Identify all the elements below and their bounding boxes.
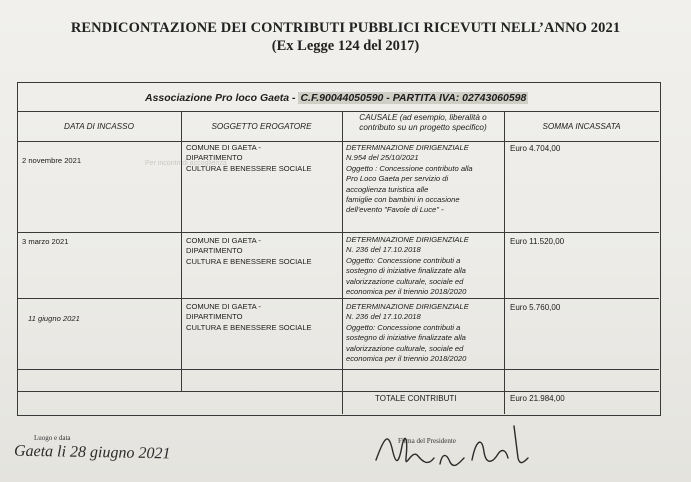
subject-line: COMUNE DI GAETA - <box>186 143 261 152</box>
cause-line: N. 236 del 17.10.2018 <box>346 312 421 322</box>
cause-line: accoglienza turistica alle <box>346 184 429 194</box>
row-rule-5 <box>17 391 342 392</box>
row-3-subject <box>186 302 312 333</box>
cause-line: DETERMINAZIONE DIRIGENZIALE <box>346 143 469 152</box>
place-date-label: Luogo e data <box>34 434 71 442</box>
document-subtitle: (Ex Legge 124 del 2017) <box>271 38 420 54</box>
cause-line: Pro Loco Gaeta per servizio di <box>346 174 449 184</box>
row-rule-1 <box>17 141 659 142</box>
cause-line: DETERMINAZIONE DIRIGENZIALE <box>346 302 469 311</box>
row-1-cause <box>346 143 473 216</box>
col-rule-1 <box>181 111 182 391</box>
cause-line: DETERMINAZIONE DIRIGENZIALE <box>346 235 469 244</box>
subject-line: COMUNE DI GAETA - <box>186 302 261 311</box>
association-line <box>145 92 528 104</box>
header-cause-line: CAUSALE (ad esempio, liberalità o <box>359 113 487 122</box>
cause-line: dell'evento "Favole di Luce" - <box>346 205 444 215</box>
row-2-amount: Euro 11.520,00 <box>510 237 565 246</box>
header-subject: SOGGETTO EROGATORE <box>211 122 312 131</box>
total-rule <box>342 391 659 392</box>
row-2-date: 3 marzo 2021 <box>22 237 69 246</box>
subject-line: DIPARTIMENTO <box>186 153 243 163</box>
row-2-subject <box>186 236 312 267</box>
col-rule-2 <box>342 111 343 414</box>
header-amount: SOMMA INCASSATA <box>542 122 621 131</box>
header-rule <box>17 111 659 112</box>
table-frame <box>17 82 661 416</box>
row-1-subject <box>186 143 312 174</box>
president-signature <box>368 418 538 480</box>
show-through-text: Per incontri di accoglienza <box>145 160 227 167</box>
subject-line: DIPARTIMENTO <box>186 312 243 322</box>
subject-line: CULTURA E BENESSERE SOCIALE <box>186 322 312 332</box>
header-cause <box>342 113 504 133</box>
cause-line: valorizzazione culturale, sociale ed <box>346 343 464 353</box>
header-cause-line: contributo su un progetto specifico) <box>359 123 487 132</box>
cause-line: N.954 del 25/10/2021 <box>346 153 419 163</box>
row-3-date: 11 giugno 2021 <box>28 314 80 323</box>
association-ids: C.F.90044050590 - PARTITA IVA: 02743060598 <box>300 92 527 104</box>
row-2-cause <box>346 235 469 297</box>
row-rule-4 <box>17 369 659 370</box>
cause-line: Oggetto: Concessione contributi a <box>346 255 461 265</box>
header-date: DATA DI INCASSO <box>64 122 134 131</box>
cause-line: famiglie con bambini in occasione <box>346 195 460 205</box>
cause-line: N. 236 del 17.10.2018 <box>346 245 421 255</box>
cause-line: sostegno di iniziative finalizzate alla <box>346 333 466 343</box>
row-1-amount: Euro 4.704,00 <box>510 144 561 153</box>
subject-line: CULTURA E BENESSERE SOCIALE <box>186 163 312 173</box>
row-rule-3 <box>17 298 659 299</box>
row-3-cause <box>346 302 469 364</box>
total-amount: Euro 21.984,00 <box>510 394 565 403</box>
place-date-handwritten: Gaeta li 28 giugno 2021 <box>13 442 171 463</box>
col-rule-3 <box>504 111 505 414</box>
cause-line: valorizzazione culturale, sociale ed <box>346 276 464 286</box>
row-rule-2 <box>17 232 659 233</box>
row-3-amount: Euro 5.760,00 <box>510 303 561 312</box>
cause-line: economica per il triennio 2018/2020 <box>346 354 467 364</box>
cause-line: economica per il triennio 2018/2020 <box>346 287 467 297</box>
signature-label: Firma del Presidente <box>398 437 456 445</box>
cause-line: Oggetto: Concessione contributi a <box>346 322 461 332</box>
subject-line: CULTURA E BENESSERE SOCIALE <box>186 256 312 266</box>
cause-line: sostegno di iniziative finalizzate alla <box>346 266 466 276</box>
subject-line: DIPARTIMENTO <box>186 246 243 256</box>
total-label: TOTALE CONTRIBUTI <box>375 394 457 403</box>
document-title: RENDICONTAZIONE DEI CONTRIBUTI PUBBLICI RICEVUTI NELL’ANNO 2021 <box>70 20 621 36</box>
association-name: Associazione Pro loco Gaeta - <box>145 92 299 104</box>
row-1-date: 2 novembre 2021 <box>22 156 82 165</box>
subject-line: COMUNE DI GAETA - <box>186 236 261 245</box>
cause-line: Oggetto : Concessione contributo alla <box>346 163 473 173</box>
